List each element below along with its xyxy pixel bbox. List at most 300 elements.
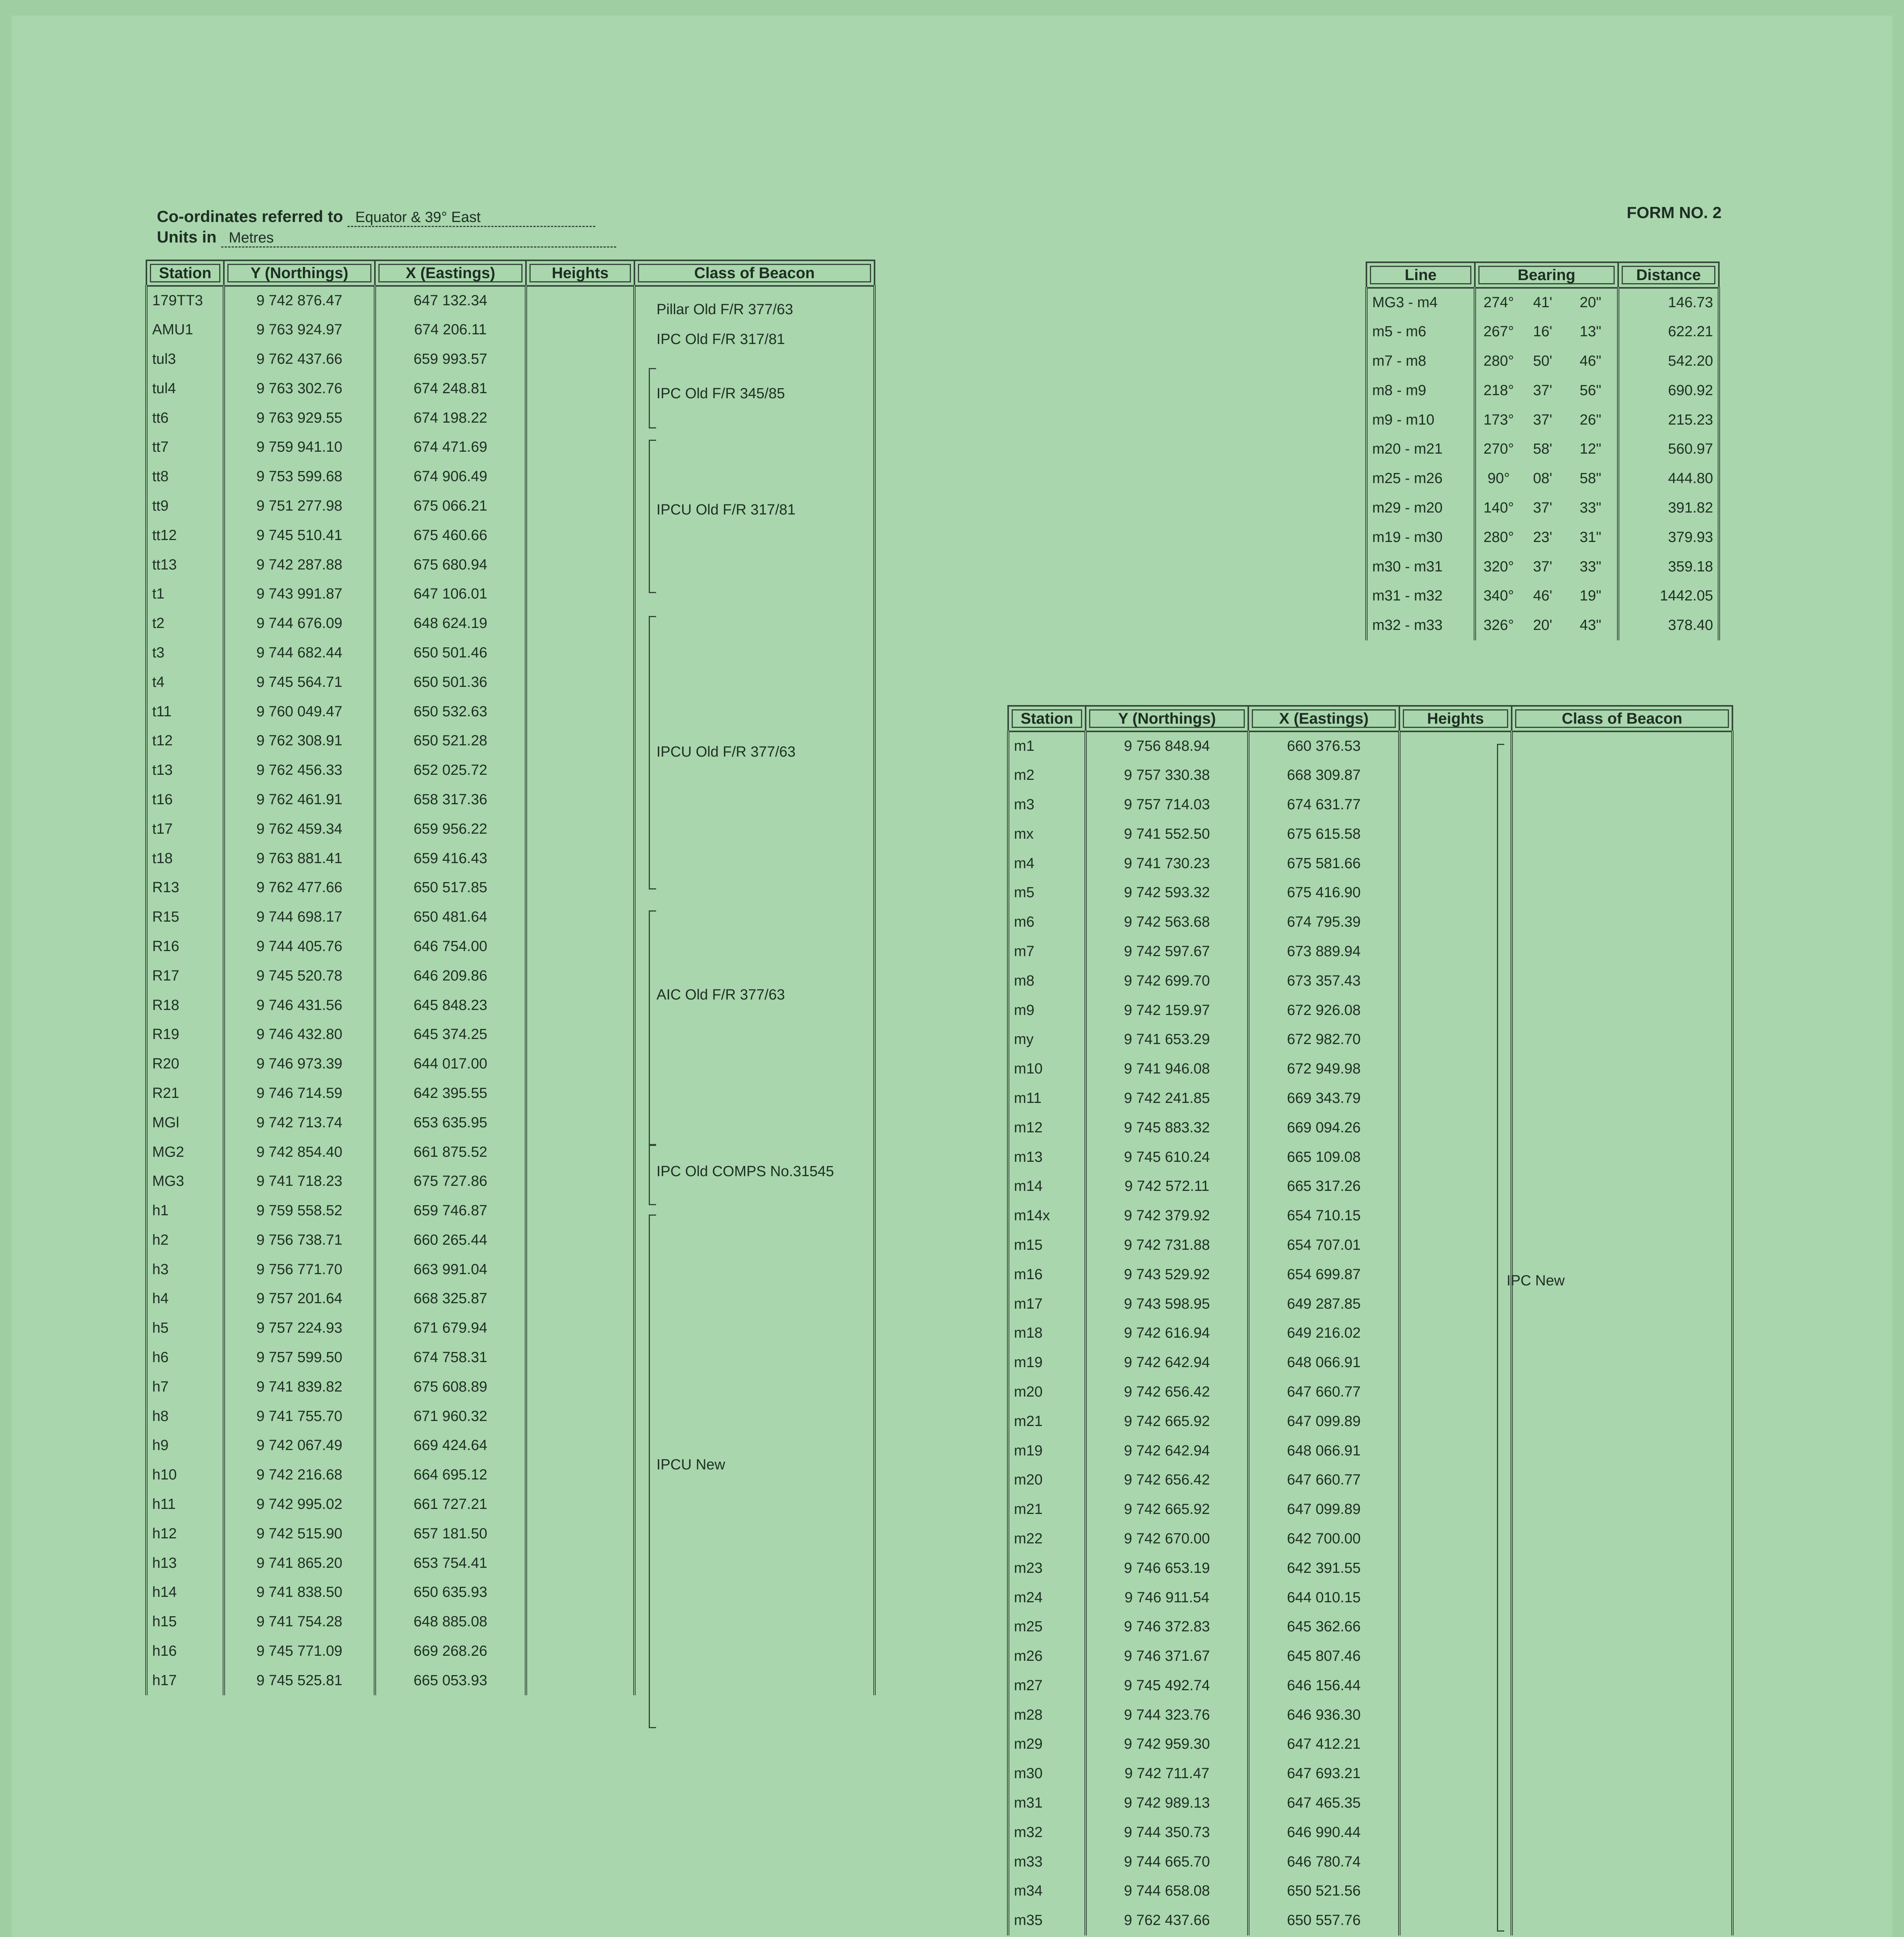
- eastings-header: X (Eastings): [1248, 706, 1399, 731]
- seconds-cell: 13": [1564, 317, 1618, 347]
- station-cell: t4: [146, 667, 224, 697]
- height-cell: [1399, 819, 1512, 849]
- table-row: [146, 1607, 875, 1637]
- table-row: [1008, 1700, 1732, 1730]
- northing-cell: 9 741 718.23: [224, 1167, 375, 1196]
- beacon-cell: [634, 1431, 875, 1460]
- easting-cell: 675 608.89: [375, 1372, 526, 1402]
- right-coordinates-table: [1007, 705, 1734, 1935]
- beacon-cell: [634, 1548, 875, 1578]
- table-row: [146, 667, 875, 697]
- easting-cell: 675 581.66: [1248, 849, 1399, 878]
- degrees-cell: 340°: [1475, 581, 1521, 611]
- distance-cell: 379.93: [1618, 523, 1719, 552]
- station-cell: m25: [1008, 1612, 1086, 1642]
- beacon-cell: [634, 1226, 875, 1255]
- table-row: [146, 345, 875, 374]
- station-cell: h12: [146, 1519, 224, 1548]
- northing-cell: 9 760 049.47: [224, 697, 375, 726]
- northing-cell: 9 746 431.56: [224, 991, 375, 1020]
- northing-cell: 9 756 848.94: [1086, 731, 1248, 761]
- easting-cell: 669 343.79: [1248, 1084, 1399, 1113]
- station-cell: m30: [1008, 1759, 1086, 1789]
- station-cell: m24: [1008, 1583, 1086, 1612]
- northing-cell: 9 756 771.70: [224, 1255, 375, 1284]
- height-cell: [1399, 1466, 1512, 1495]
- easting-cell: 665 317.26: [1248, 1172, 1399, 1201]
- northing-cell: 9 744 698.17: [224, 903, 375, 932]
- station-cell: t18: [146, 844, 224, 873]
- table-row: [1008, 790, 1732, 820]
- table-row: [146, 1020, 875, 1049]
- seconds-cell: 31": [1564, 523, 1618, 552]
- northing-cell: 9 763 881.41: [224, 844, 375, 873]
- table-row: [1008, 1025, 1732, 1055]
- northing-cell: 9 744 658.08: [1086, 1877, 1248, 1906]
- northing-cell: 9 742 670.00: [1086, 1524, 1248, 1554]
- station-cell: m23: [1008, 1553, 1086, 1583]
- table-row: [1008, 1142, 1732, 1172]
- beacon-cell: [634, 1049, 875, 1079]
- northings-header: Y (Northings): [224, 260, 375, 286]
- beacon-cell: [634, 1519, 875, 1548]
- beacon-cell: [1512, 1172, 1732, 1201]
- station-cell: m19: [1008, 1348, 1086, 1378]
- seconds-cell: 43": [1564, 611, 1618, 640]
- height-cell: [1399, 1319, 1512, 1348]
- beacon-cell: [1512, 1612, 1732, 1642]
- easting-cell: 647 106.01: [375, 580, 526, 609]
- height-cell: [526, 609, 634, 638]
- beacon-cell: [1512, 1553, 1732, 1583]
- height-cell: [1399, 731, 1512, 761]
- height-cell: [1399, 1553, 1512, 1583]
- form-number: FORM NO. 2: [1627, 203, 1722, 222]
- easting-cell: 654 699.87: [1248, 1260, 1399, 1289]
- line-cell: m25 - m26: [1366, 464, 1475, 494]
- beacon-cell: [1512, 849, 1732, 878]
- beacon-cell: [634, 403, 875, 433]
- northing-cell: 9 757 330.38: [1086, 761, 1248, 790]
- table-row: [146, 961, 875, 991]
- beacon-cell: [1512, 1730, 1732, 1759]
- northing-cell: 9 757 714.03: [1086, 790, 1248, 820]
- beacon-cell: [634, 521, 875, 550]
- easting-cell: 674 206.11: [375, 315, 526, 345]
- seconds-cell: 26": [1564, 405, 1618, 435]
- station-cell: t3: [146, 638, 224, 668]
- northing-cell: 9 741 755.70: [224, 1402, 375, 1431]
- beacon-cell: [634, 462, 875, 492]
- units-value: Metres: [221, 230, 616, 248]
- minutes-cell: 16': [1533, 323, 1552, 340]
- line-cell: m9 - m10: [1366, 405, 1475, 435]
- bracket-right: [1497, 744, 1504, 1932]
- station-cell: m26: [1008, 1642, 1086, 1671]
- distance-cell: 146.73: [1618, 288, 1719, 317]
- easting-cell: 646 780.74: [1248, 1847, 1399, 1877]
- minutes-cell: 20': [1533, 617, 1552, 634]
- station-cell: m7: [1008, 937, 1086, 967]
- easting-cell: 659 993.57: [375, 345, 526, 374]
- height-cell: [1399, 1436, 1512, 1466]
- distance-header: Distance: [1618, 262, 1719, 288]
- northing-cell: 9 762 437.66: [1086, 1906, 1248, 1935]
- easting-cell: 675 416.90: [1248, 878, 1399, 908]
- table-row: [146, 814, 875, 844]
- table-row: [146, 903, 875, 932]
- northing-cell: 9 743 598.95: [1086, 1289, 1248, 1319]
- easting-cell: 673 357.43: [1248, 966, 1399, 996]
- table-row: [1008, 1818, 1732, 1847]
- northing-cell: 9 762 456.33: [224, 756, 375, 785]
- easting-cell: 650 501.46: [375, 638, 526, 668]
- degrees-cell: 90°: [1475, 464, 1521, 494]
- table-row: [146, 1519, 875, 1548]
- height-cell: [526, 932, 634, 962]
- beacon-cell: [634, 433, 875, 462]
- distance-cell: 1442.05: [1618, 581, 1719, 611]
- distance-cell: 215.23: [1618, 405, 1719, 435]
- coords-label: Co-ordinates referred to: [157, 207, 343, 225]
- station-cell: h15: [146, 1607, 224, 1637]
- beacon-cell: [634, 1196, 875, 1226]
- easting-cell: 647 099.89: [1248, 1407, 1399, 1436]
- minutes-cell: 37': [1533, 558, 1552, 575]
- bracket-3: [649, 616, 656, 889]
- station-cell: m20: [1008, 1378, 1086, 1407]
- northing-cell: 9 742 241.85: [1086, 1084, 1248, 1113]
- table-row: [146, 1490, 875, 1519]
- easting-cell: 650 635.93: [375, 1578, 526, 1607]
- easting-cell: 650 501.36: [375, 667, 526, 697]
- northing-cell: 9 744 676.09: [224, 609, 375, 638]
- bracket-5: [649, 1145, 656, 1205]
- height-cell: [526, 1372, 634, 1402]
- station-cell: h16: [146, 1637, 224, 1666]
- northing-cell: 9 742 067.49: [224, 1431, 375, 1460]
- degrees-cell: 274°: [1475, 288, 1521, 317]
- distance-cell: 690.92: [1618, 376, 1719, 405]
- northing-cell: 9 759 941.10: [224, 433, 375, 462]
- station-cell: m4: [1008, 849, 1086, 878]
- northing-cell: 9 741 946.08: [1086, 1055, 1248, 1084]
- degrees-cell: 173°: [1475, 405, 1521, 435]
- station-header: Station: [146, 260, 224, 286]
- station-cell: tt8: [146, 462, 224, 492]
- bearing-row: [1366, 317, 1719, 347]
- station-cell: R20: [146, 1049, 224, 1079]
- beacon-cell: [634, 1284, 875, 1314]
- easting-cell: 645 362.66: [1248, 1612, 1399, 1642]
- beacon-cell: [634, 1079, 875, 1108]
- height-cell: [1399, 937, 1512, 967]
- beacon-cell: [634, 345, 875, 374]
- beacon-cell: [634, 1490, 875, 1519]
- northing-cell: 9 742 216.68: [224, 1460, 375, 1490]
- northing-cell: 9 762 477.66: [224, 873, 375, 903]
- table-row: [1008, 1348, 1732, 1378]
- easting-cell: 642 391.55: [1248, 1553, 1399, 1583]
- northing-cell: 9 745 510.41: [224, 521, 375, 550]
- northing-cell: 9 762 459.34: [224, 814, 375, 844]
- station-cell: m14: [1008, 1172, 1086, 1201]
- northing-cell: 9 745 610.24: [1086, 1142, 1248, 1172]
- station-cell: h11: [146, 1490, 224, 1519]
- northing-cell: 9 742 379.92: [1086, 1201, 1248, 1231]
- seconds-cell: 20": [1564, 288, 1618, 317]
- station-cell: R19: [146, 1020, 224, 1049]
- northing-cell: 9 746 911.54: [1086, 1583, 1248, 1612]
- easting-cell: 649 216.02: [1248, 1319, 1399, 1348]
- station-cell: m29: [1008, 1730, 1086, 1759]
- station-cell: m27: [1008, 1671, 1086, 1701]
- table-row: [146, 462, 875, 492]
- station-cell: m11: [1008, 1084, 1086, 1113]
- northing-cell: 9 746 973.39: [224, 1049, 375, 1079]
- station-cell: h4: [146, 1284, 224, 1314]
- beacon-cell: [634, 697, 875, 726]
- station-cell: h10: [146, 1460, 224, 1490]
- northing-cell: 9 743 991.87: [224, 580, 375, 609]
- station-cell: h8: [146, 1402, 224, 1431]
- table-row: [146, 609, 875, 638]
- table-row: [146, 1666, 875, 1695]
- height-cell: [526, 521, 634, 550]
- northing-cell: 9 741 838.50: [224, 1578, 375, 1607]
- table-row: [146, 932, 875, 962]
- table-row: [1008, 1612, 1732, 1642]
- units-reference: [157, 228, 616, 248]
- degrees-cell: 140°: [1475, 494, 1521, 523]
- northing-cell: 9 742 876.47: [224, 286, 375, 315]
- station-cell: h5: [146, 1314, 224, 1343]
- coords-value: Equator & 39° East: [347, 209, 595, 227]
- height-cell: [526, 1343, 634, 1373]
- easting-cell: 669 424.64: [375, 1431, 526, 1460]
- bracket-4: [649, 910, 656, 1145]
- table-row: [1008, 1583, 1732, 1612]
- northing-cell: 9 741 552.50: [1086, 819, 1248, 849]
- beacon-cell: [634, 609, 875, 638]
- northing-cell: 9 763 929.55: [224, 403, 375, 433]
- easting-cell: 665 109.08: [1248, 1142, 1399, 1172]
- line-cell: m29 - m20: [1366, 494, 1475, 523]
- height-cell: [1399, 1789, 1512, 1818]
- height-cell: [526, 667, 634, 697]
- table-row: [1008, 1906, 1732, 1935]
- table-row: [146, 1431, 875, 1460]
- minutes-cell: 08': [1533, 470, 1552, 487]
- height-cell: [526, 403, 634, 433]
- table-row: [1008, 1789, 1732, 1818]
- easting-cell: 647 465.35: [1248, 1789, 1399, 1818]
- beacon-cell: [634, 814, 875, 844]
- easting-cell: 650 481.64: [375, 903, 526, 932]
- beacon-cell: [634, 667, 875, 697]
- northing-cell: 9 757 599.50: [224, 1343, 375, 1373]
- northing-cell: 9 742 642.94: [1086, 1348, 1248, 1378]
- northing-cell: 9 745 525.81: [224, 1666, 375, 1695]
- station-cell: m14x: [1008, 1201, 1086, 1231]
- table-row: [1008, 1378, 1732, 1407]
- beacon-cell: [634, 1343, 875, 1373]
- station-cell: h14: [146, 1578, 224, 1607]
- height-cell: [1399, 1378, 1512, 1407]
- height-cell: [526, 1284, 634, 1314]
- beacon-cell: [1512, 1289, 1732, 1319]
- station-cell: m13: [1008, 1142, 1086, 1172]
- northing-cell: 9 742 597.67: [1086, 937, 1248, 967]
- table-row: [1008, 1201, 1732, 1231]
- northing-cell: 9 742 593.32: [1086, 878, 1248, 908]
- station-cell: R16: [146, 932, 224, 962]
- northing-cell: 9 742 665.92: [1086, 1495, 1248, 1524]
- easting-cell: 653 635.95: [375, 1108, 526, 1137]
- easting-cell: 642 395.55: [375, 1079, 526, 1108]
- northing-cell: 9 746 371.67: [1086, 1642, 1248, 1671]
- easting-cell: 644 010.15: [1248, 1583, 1399, 1612]
- table-row: [1008, 1877, 1732, 1906]
- easting-cell: 644 017.00: [375, 1049, 526, 1079]
- height-cell: [1399, 1818, 1512, 1847]
- northing-cell: 9 746 653.19: [1086, 1553, 1248, 1583]
- line-cell: m8 - m9: [1366, 376, 1475, 405]
- beacon-cell: [1512, 1084, 1732, 1113]
- table-row: [146, 638, 875, 668]
- station-header: Station: [1008, 706, 1086, 731]
- beacon-cell: [1512, 761, 1732, 790]
- northing-cell: 9 756 738.71: [224, 1226, 375, 1255]
- beacon-cell: [634, 1255, 875, 1284]
- northing-cell: 9 759 558.52: [224, 1196, 375, 1226]
- easting-cell: 659 416.43: [375, 844, 526, 873]
- beacon-cell: [1512, 1113, 1732, 1142]
- beacon-cell: [634, 961, 875, 991]
- height-cell: [1399, 1084, 1512, 1113]
- minutes-cell: 37': [1533, 411, 1552, 428]
- station-cell: m6: [1008, 908, 1086, 937]
- northing-cell: 9 742 656.42: [1086, 1466, 1248, 1495]
- line-header: Line: [1366, 262, 1475, 288]
- distance-cell: 560.97: [1618, 435, 1719, 464]
- right-table-header: [1008, 706, 1732, 731]
- height-cell: [1399, 1700, 1512, 1730]
- station-cell: tt13: [146, 550, 224, 580]
- easting-cell: 674 758.31: [375, 1343, 526, 1373]
- station-cell: R21: [146, 1079, 224, 1108]
- beacon-cell: [634, 844, 875, 873]
- station-cell: 179TT3: [146, 286, 224, 315]
- easting-cell: 654 707.01: [1248, 1231, 1399, 1260]
- beacon-cell: [1512, 1025, 1732, 1055]
- seconds-cell: 56": [1564, 376, 1618, 405]
- table-row: [146, 844, 875, 873]
- northing-cell: 9 742 959.30: [1086, 1730, 1248, 1759]
- height-cell: [526, 315, 634, 345]
- easting-cell: 647 099.89: [1248, 1495, 1399, 1524]
- easting-cell: 650 532.63: [375, 697, 526, 726]
- beacon-cell: [1512, 937, 1732, 967]
- seconds-cell: 58": [1564, 464, 1618, 494]
- height-cell: [526, 1490, 634, 1519]
- table-row: [146, 1049, 875, 1079]
- northing-cell: 9 746 432.80: [224, 1020, 375, 1049]
- degrees-cell: 280°: [1475, 523, 1521, 552]
- station-cell: R13: [146, 873, 224, 903]
- seconds-cell: 12": [1564, 435, 1618, 464]
- degrees-cell: 270°: [1475, 435, 1521, 464]
- northing-cell: 9 743 529.92: [1086, 1260, 1248, 1289]
- easting-cell: 661 727.21: [375, 1490, 526, 1519]
- beacon-cell: [1512, 1378, 1732, 1407]
- table-row: [1008, 1436, 1732, 1466]
- table-row: [1008, 1055, 1732, 1084]
- northing-cell: 9 742 656.42: [1086, 1378, 1248, 1407]
- table-row: [1008, 849, 1732, 878]
- station-cell: tul4: [146, 374, 224, 403]
- easting-cell: 647 660.77: [1248, 1378, 1399, 1407]
- table-row: [1008, 937, 1732, 967]
- beacon-cell: [1512, 1877, 1732, 1906]
- table-row: [146, 550, 875, 580]
- station-cell: m8: [1008, 966, 1086, 996]
- line-cell: m19 - m30: [1366, 523, 1475, 552]
- table-row: [146, 1637, 875, 1666]
- easting-cell: 675 460.66: [375, 521, 526, 550]
- easting-cell: 647 693.21: [1248, 1759, 1399, 1789]
- height-cell: [526, 1020, 634, 1049]
- table-row: [1008, 966, 1732, 996]
- station-cell: tt6: [146, 403, 224, 433]
- bracket-6: [649, 1214, 656, 1728]
- station-cell: m10: [1008, 1055, 1086, 1084]
- station-cell: m3: [1008, 790, 1086, 820]
- height-cell: [1399, 1142, 1512, 1172]
- station-cell: m22: [1008, 1524, 1086, 1554]
- easting-cell: 649 287.85: [1248, 1289, 1399, 1319]
- bearing-header: Bearing: [1475, 262, 1618, 288]
- height-cell: [1399, 1172, 1512, 1201]
- beacon-cell: [1512, 1436, 1732, 1466]
- beacon-cell: [1512, 878, 1732, 908]
- table-row: [1008, 761, 1732, 790]
- beacon-cell: [1512, 819, 1732, 849]
- table-row: [1008, 1730, 1732, 1759]
- beacon-cell: [634, 1666, 875, 1695]
- easting-cell: 645 807.46: [1248, 1642, 1399, 1671]
- easting-cell: 674 906.49: [375, 462, 526, 492]
- height-cell: [1399, 1583, 1512, 1612]
- easting-cell: 671 960.32: [375, 1402, 526, 1431]
- station-cell: t12: [146, 726, 224, 756]
- distance-cell: 622.21: [1618, 317, 1719, 347]
- table-row: [146, 1343, 875, 1373]
- northing-cell: 9 757 201.64: [224, 1284, 375, 1314]
- height-cell: [526, 961, 634, 991]
- bearing-row: [1366, 405, 1719, 435]
- northing-cell: 9 757 224.93: [224, 1314, 375, 1343]
- northing-cell: 9 741 865.20: [224, 1548, 375, 1578]
- height-cell: [1399, 1730, 1512, 1759]
- table-row: [1008, 1642, 1732, 1671]
- station-cell: m19: [1008, 1436, 1086, 1466]
- bearing-row: [1366, 611, 1719, 640]
- easting-cell: 660 265.44: [375, 1226, 526, 1255]
- northing-cell: 9 744 682.44: [224, 638, 375, 668]
- degrees-cell: 267°: [1475, 317, 1521, 347]
- easting-cell: 674 198.22: [375, 403, 526, 433]
